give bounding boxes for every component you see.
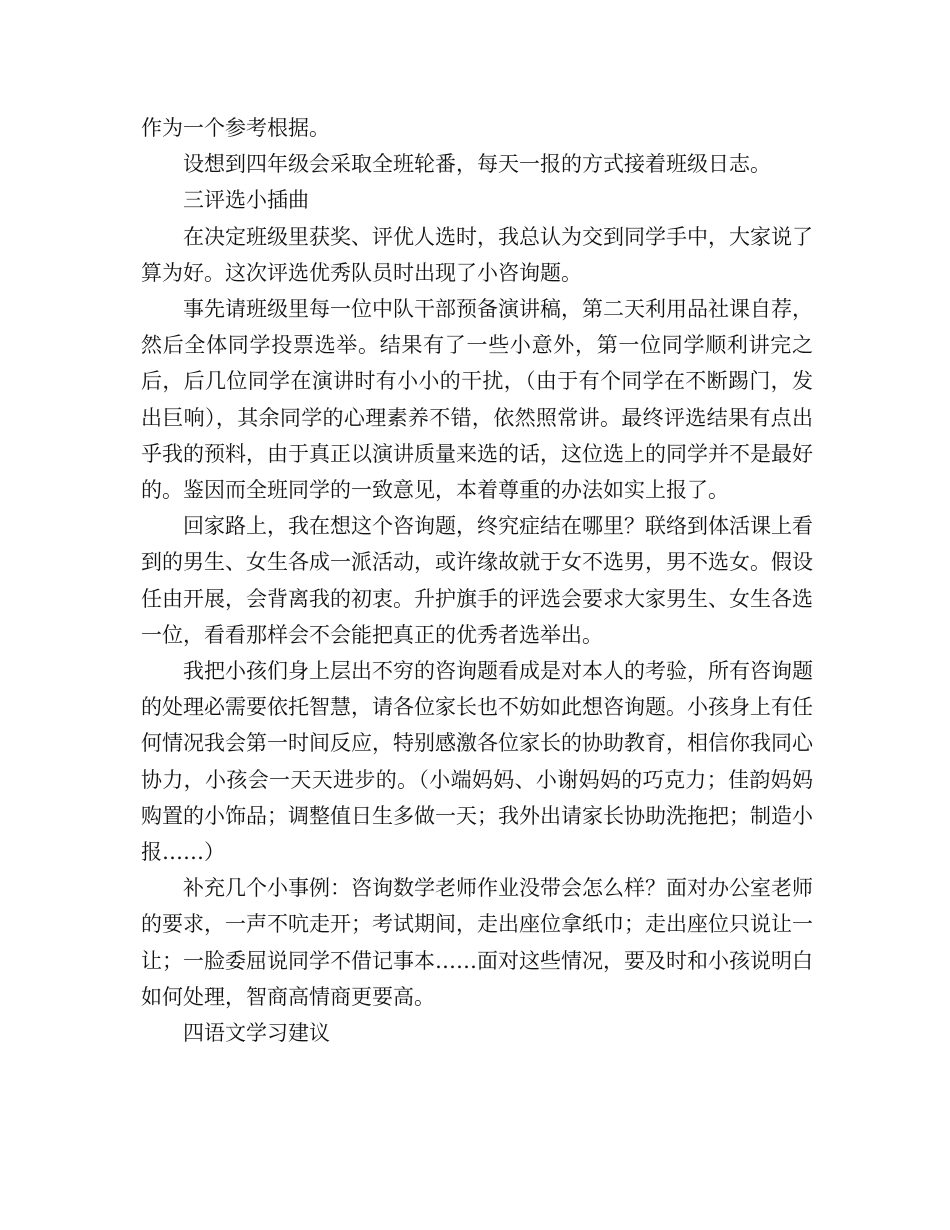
paragraph-class-log: 设想到四年级会采取全班轮番，每天一报的方式接着班级日志。 bbox=[183, 152, 771, 177]
paragraph-selection-intro: 在决定班级里获奖、评优人选时，我总认为交到同学手中，大家说了算为好。这次评选优秀队员时出现了小咨询题。 bbox=[141, 224, 813, 285]
section-heading-selection: 三评选小插曲 bbox=[183, 188, 309, 213]
paragraph-continuation: 作为一个参考根据。 bbox=[141, 116, 330, 140]
paragraph-speech-election: 事先请班级里每一位中队干部预备演讲稿，第二天利用品社课自荐，然后全体同学投票选举。结果有了一些小意外，第一位同学顺利讲完之后，后几位同学在演讲时有小小的干扰，（由于有个同学在不断踢门，发出巨响），其余同学的心理素养不错，依然照常讲。最终评选结果有点出乎我的预料，由于真正以演讲质量来选的话，这位选上的同学并不是最好的。鉴因而全班同学的一致意见，本着尊重的办法如实上报了。 bbox=[141, 297, 813, 503]
paragraph-examples: 补充几个小事例：咨询数学老师作业没带会怎么样？面对办公室老师的要求，一声不吭走开；考试期间，走出座位拿纸巾；走出座位只说让一让；一脸委屈说同学不借记事本……面对这些情况，要及时和小孩说明白如何处理，智商高情商更要高。 bbox=[141, 876, 813, 1009]
section-heading-chinese: 四语文学习建议 bbox=[183, 1021, 330, 1046]
document-page bbox=[141, 110, 813, 1051]
paragraph-reflection: 回家路上，我在想这个咨询题，终究症结在哪里？联络到体活课上看到的男生、女生各成一派活动，或许缘故就于女不选男，男不选女。假设任由开展，会背离我的初衷。升护旗手的评选会要求大家男生、女生各选一位，看看那样会不会能把真正的优秀者选举出。 bbox=[141, 514, 813, 647]
paragraph-parents: 我把小孩们身上层出不穷的咨询题看成是对本人的考验，所有咨询题的处理必需要依托智慧，请各位家长也不妨如此想咨询题。小孩身上有任何情况我会第一时间反应，特别感激各位家长的协助教育，相信你我同心协力，小孩会一天天进步的。（小端妈妈、小谢妈妈的巧克力；佳韵妈妈购置的小饰品；调整值日生多做一天；我外出请家长协助洗拖把；制造小报……） bbox=[141, 659, 813, 865]
